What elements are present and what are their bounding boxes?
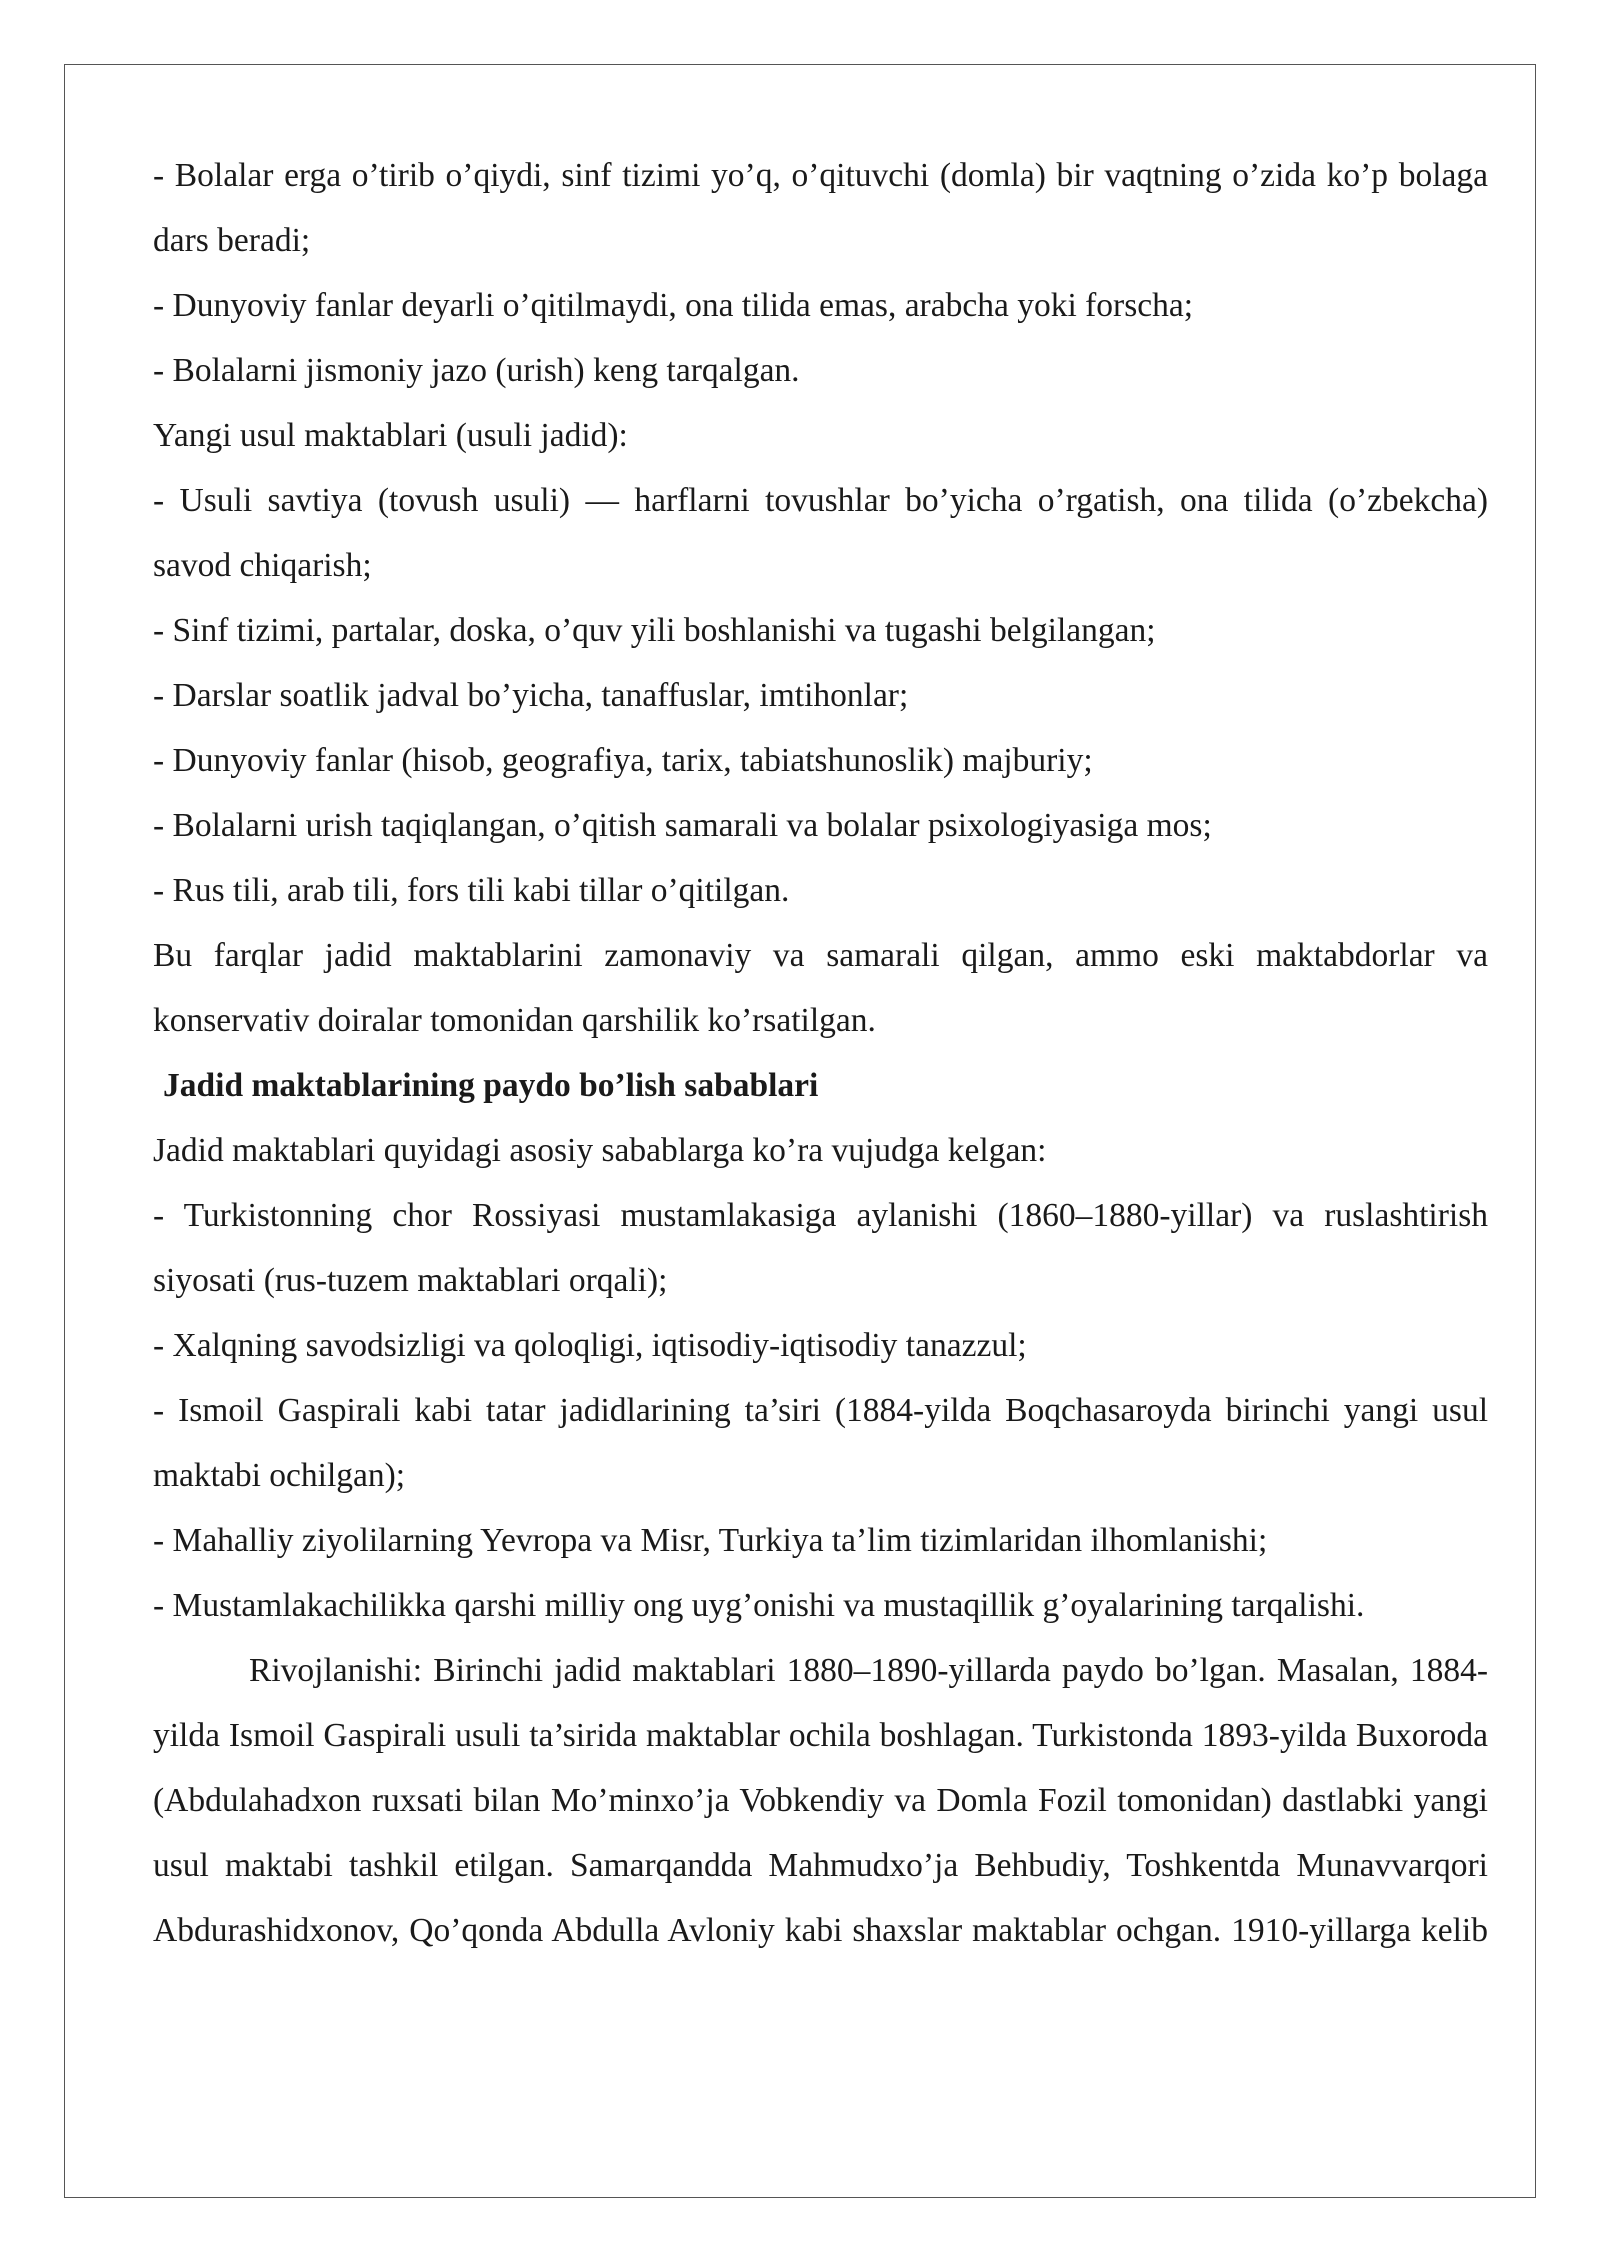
paragraph-schedule: - Darslar soatlik jadval bo’yicha, tanaffuslar, imtihonlar;	[153, 677, 909, 714]
paragraph-new-method-title: Yangi usul maktablari (usuli jadid):	[153, 417, 628, 454]
paragraph-reason-national-awakening: - Mustamlakachilikka qarshi milliy ong uyg’onishi va mustaqillik g’oyalarining tarqalishi.	[153, 1587, 1365, 1624]
paragraph-reason-inspiration: - Mahalliy ziyolilarning Yevropa va Misr, Turkiya ta’lim tizimlaridan ilhomlanishi;	[153, 1522, 1268, 1559]
paragraph-differences-summary: Bu farqlar jadid maktablarini zamonaviy va samarali qilgan, ammo eski maktabdorlar va konservativ doiralar tomonidan qarshilik ko’rsatilgan.	[153, 937, 1488, 1039]
paragraph-secular-subjects: - Dunyoviy fanlar (hisob, geografiya, tarix, tabiatshunoslik) majburiy;	[153, 742, 1093, 779]
paragraph-development: Rivojlanishi: Birinchi jadid maktablari 1880–1890-yillarda paydo bo’lgan. Masalan, 1884-yilda Ismoil Gaspirali usuli ta’sirida maktablar ochila boshlagan. Turkistonda 1893-yilda Buxoroda (Abdulahadxon ruxsati bilan Mo’minxo’ja Vobkendiy va Domla Fozil tomonidan) dastlabki yangi usul maktabi tashkil etilgan. Samarqandda Mahmudxo’ja Behbudiy, Toshkentda Munavvarqori Abdurashidxonov, Qo’qonda Abdulla Avloniy kabi shaxslar maktablar ochgan. 1910-yillarga kelib	[153, 1652, 1488, 1949]
paragraph-old-school-subjects: - Dunyoviy fanlar deyarli o’qitilmaydi, ona tilida emas, arabcha yoki forscha;	[153, 287, 1194, 324]
paragraph-old-school-sitting: - Bolalar erga o’tirib o’qiydi, sinf tizimi yo’q, o’qituvchi (domla) bir vaqtning o’zida ko’p bolaga dars beradi;	[153, 157, 1488, 259]
paragraph-class-system: - Sinf tizimi, partalar, doska, o’quv yili boshlanishi va tugashi belgilangan;	[153, 612, 1156, 649]
paragraph-reason-illiteracy: - Xalqning savodsizligi va qoloqligi, iqtisodiy-iqtisodiy tanazzul;	[153, 1327, 1027, 1364]
paragraph-reason-colonization: - Turkistonning chor Rossiyasi mustamlakasiga aylanishi (1860–1880-yillar) va ruslashtirish siyosati (rus-tuzem maktablari orqali);	[153, 1197, 1488, 1299]
paragraph-no-punishment: - Bolalarni urish taqiqlangan, o’qitish samarali va bolalar psixologiyasiga mos;	[153, 807, 1212, 844]
paragraph-old-school-punishment: - Bolalarni jismoniy jazo (urish) keng tarqalgan.	[153, 352, 800, 389]
document-body	[153, 143, 1488, 1963]
paragraph-languages: - Rus tili, arab tili, fors tili kabi tillar o’qitilgan.	[153, 872, 790, 909]
section-heading: Jadid maktablarining paydo bo’lish sabablari	[163, 1067, 819, 1104]
paragraph-phonetic-method: - Usuli savtiya (tovush usuli) — harflarni tovushlar bo’yicha o’rgatish, ona tilida (o’zbekcha) savod chiqarish;	[153, 482, 1488, 584]
paragraph-reason-gaspirali: - Ismoil Gaspirali kabi tatar jadidlarining ta’siri (1884-yilda Boqchasaroyda birinchi yangi usul maktabi ochilgan);	[153, 1392, 1488, 1494]
paragraph-reasons-intro: Jadid maktablari quyidagi asosiy sabablarga ko’ra vujudga kelgan:	[153, 1132, 1047, 1169]
